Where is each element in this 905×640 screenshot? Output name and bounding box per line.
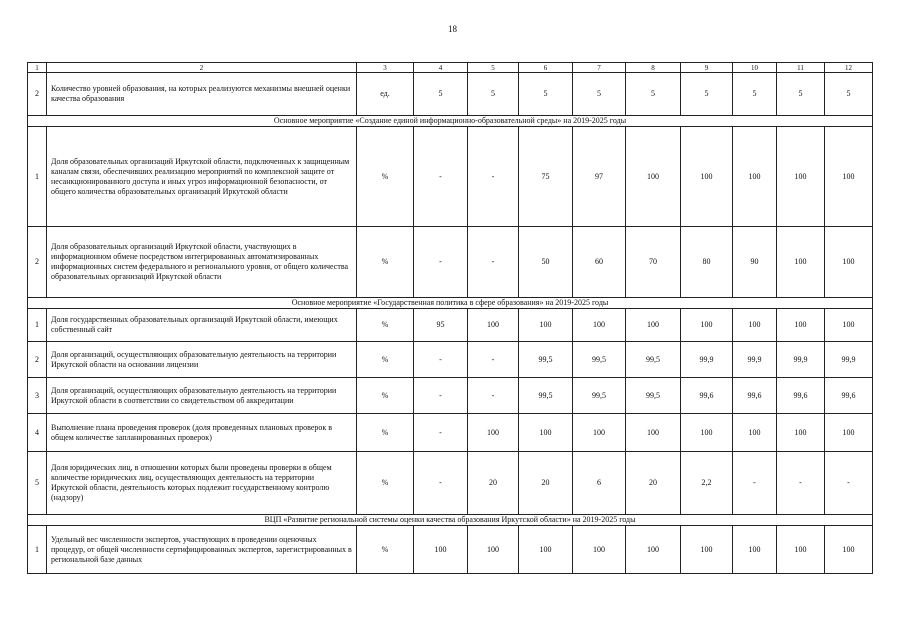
indicator-name: Доля организаций, осуществляющих образовательную деятельность на территории Иркутской области на основании лицензии bbox=[47, 342, 357, 378]
value-cell: 50 bbox=[519, 227, 573, 298]
unit-cell: % bbox=[357, 227, 414, 298]
value-cell: 100 bbox=[733, 309, 777, 342]
indicator-name: Удельный вес численности экспертов, участвующих в проведении оценочных процедур, от общей численности сертифицированных экспертов, зарегистрированных в региональной базе данных bbox=[47, 526, 357, 574]
indicator-name: Доля государственных образовательных организаций Иркутской области, имеющих собственный сайт bbox=[47, 309, 357, 342]
unit-cell: % bbox=[357, 127, 414, 227]
row-number: 1 bbox=[28, 309, 47, 342]
row-number: 3 bbox=[28, 378, 47, 414]
value-cell: 100 bbox=[626, 127, 681, 227]
table-row bbox=[28, 526, 873, 574]
value-cell: 100 bbox=[681, 127, 733, 227]
column-number-cell: 5 bbox=[468, 63, 519, 73]
value-cell: 100 bbox=[777, 526, 825, 574]
indicator-name: Выполнение плана проведения проверок (доля проведенных плановых проверок в общем количестве запланированных проверок) bbox=[47, 414, 357, 452]
value-cell: 5 bbox=[468, 73, 519, 116]
value-cell: 99,6 bbox=[733, 378, 777, 414]
value-cell: 2,2 bbox=[681, 452, 733, 515]
value-cell: 70 bbox=[626, 227, 681, 298]
value-cell: - bbox=[414, 227, 468, 298]
column-number-cell: 8 bbox=[626, 63, 681, 73]
value-cell: 99,6 bbox=[681, 378, 733, 414]
value-cell: 100 bbox=[777, 414, 825, 452]
value-cell: 99,9 bbox=[681, 342, 733, 378]
value-cell: 99,5 bbox=[519, 342, 573, 378]
section-title: ВЦП «Развитие региональной системы оценки качества образования Иркутской области» на 2019-2025 годы bbox=[28, 515, 873, 526]
value-cell: - bbox=[825, 452, 873, 515]
value-cell: 100 bbox=[468, 309, 519, 342]
value-cell: 100 bbox=[777, 309, 825, 342]
value-cell: 100 bbox=[468, 414, 519, 452]
table-row bbox=[28, 227, 873, 298]
value-cell: 99,9 bbox=[825, 342, 873, 378]
value-cell: 100 bbox=[825, 227, 873, 298]
table-row bbox=[28, 414, 873, 452]
value-cell: 100 bbox=[777, 127, 825, 227]
value-cell: 99,5 bbox=[573, 342, 626, 378]
value-cell: 100 bbox=[825, 127, 873, 227]
column-number-cell: 12 bbox=[825, 63, 873, 73]
column-number-cell: 3 bbox=[357, 63, 414, 73]
section-title: Основное мероприятие «Создание единой информационно-образовательной среды» на 2019-2025 годы bbox=[28, 116, 873, 127]
page-number: 18 bbox=[448, 24, 457, 34]
value-cell: 20 bbox=[519, 452, 573, 515]
row-number: 1 bbox=[28, 127, 47, 227]
unit-cell: % bbox=[357, 378, 414, 414]
section-row bbox=[28, 116, 873, 127]
value-cell: - bbox=[414, 342, 468, 378]
value-cell: 100 bbox=[573, 526, 626, 574]
value-cell: - bbox=[414, 127, 468, 227]
row-number: 5 bbox=[28, 452, 47, 515]
table-row bbox=[28, 342, 873, 378]
value-cell: 100 bbox=[733, 526, 777, 574]
column-number-cell: 11 bbox=[777, 63, 825, 73]
value-cell: 95 bbox=[414, 309, 468, 342]
unit-cell: % bbox=[357, 414, 414, 452]
value-cell: 100 bbox=[414, 526, 468, 574]
value-cell: 99,5 bbox=[626, 378, 681, 414]
value-cell: - bbox=[468, 227, 519, 298]
value-cell: 100 bbox=[519, 414, 573, 452]
value-cell: 100 bbox=[468, 526, 519, 574]
value-cell: 99,6 bbox=[777, 378, 825, 414]
indicators-table bbox=[27, 62, 873, 574]
unit-cell: % bbox=[357, 526, 414, 574]
value-cell: 20 bbox=[468, 452, 519, 515]
section-title: Основное мероприятие «Государственная политика в сфере образования» на 2019-2025 годы bbox=[28, 298, 873, 309]
unit-cell: % bbox=[357, 452, 414, 515]
table-row bbox=[28, 127, 873, 227]
value-cell: 5 bbox=[626, 73, 681, 116]
column-number-cell: 4 bbox=[414, 63, 468, 73]
value-cell: 100 bbox=[519, 526, 573, 574]
value-cell: 100 bbox=[681, 526, 733, 574]
value-cell: 5 bbox=[825, 73, 873, 116]
unit-cell: % bbox=[357, 309, 414, 342]
value-cell: - bbox=[414, 452, 468, 515]
unit-cell: % bbox=[357, 342, 414, 378]
value-cell: 5 bbox=[414, 73, 468, 116]
value-cell: 100 bbox=[681, 414, 733, 452]
value-cell: 6 bbox=[573, 452, 626, 515]
value-cell: 90 bbox=[733, 227, 777, 298]
column-number-cell: 1 bbox=[28, 63, 47, 73]
value-cell: 100 bbox=[626, 526, 681, 574]
table-row bbox=[28, 73, 873, 116]
value-cell: - bbox=[468, 342, 519, 378]
value-cell: 5 bbox=[681, 73, 733, 116]
value-cell: 100 bbox=[825, 526, 873, 574]
indicator-name: Доля образовательных организаций Иркутской области, подключенных к защищенным каналам связи, обеспечивших реализацию мероприятий по комплексной защите от несанкционированного доступа и иных угроз информационной безопасности, от общего количества образовательных организаций Иркутской области bbox=[47, 127, 357, 227]
section-row bbox=[28, 515, 873, 526]
value-cell: 5 bbox=[777, 73, 825, 116]
value-cell: 99,5 bbox=[519, 378, 573, 414]
value-cell: 100 bbox=[733, 414, 777, 452]
column-number-cell: 6 bbox=[519, 63, 573, 73]
value-cell: 100 bbox=[626, 309, 681, 342]
value-cell: - bbox=[733, 452, 777, 515]
row-number: 2 bbox=[28, 342, 47, 378]
column-number-cell: 2 bbox=[47, 63, 357, 73]
value-cell: 100 bbox=[681, 309, 733, 342]
table-row bbox=[28, 452, 873, 515]
indicator-name: Доля юридических лиц, в отношении которых были проведены проверки в общем количестве юридических лиц, осуществляющих деятельность на территории Иркутской области, деятельность которых подлежит государственному контролю (надзору) bbox=[47, 452, 357, 515]
value-cell: - bbox=[468, 378, 519, 414]
value-cell: 100 bbox=[573, 414, 626, 452]
row-number: 2 bbox=[28, 73, 47, 116]
indicator-name: Количество уровней образования, на которых реализуются механизмы внешней оценки качества образования bbox=[47, 73, 357, 116]
value-cell: 75 bbox=[519, 127, 573, 227]
value-cell: 99,9 bbox=[777, 342, 825, 378]
column-number-cell: 9 bbox=[681, 63, 733, 73]
value-cell: 5 bbox=[733, 73, 777, 116]
value-cell: 100 bbox=[825, 414, 873, 452]
value-cell: - bbox=[414, 414, 468, 452]
value-cell: 97 bbox=[573, 127, 626, 227]
column-number-cell: 10 bbox=[733, 63, 777, 73]
row-number: 2 bbox=[28, 227, 47, 298]
table-row bbox=[28, 309, 873, 342]
value-cell: - bbox=[777, 452, 825, 515]
value-cell: 99,9 bbox=[733, 342, 777, 378]
value-cell: 80 bbox=[681, 227, 733, 298]
column-number-cell: 7 bbox=[573, 63, 626, 73]
value-cell: 100 bbox=[519, 309, 573, 342]
value-cell: - bbox=[414, 378, 468, 414]
value-cell: 20 bbox=[626, 452, 681, 515]
indicator-name: Доля образовательных организаций Иркутской области, участвующих в информационном обмене посредством интегрированных автоматизированных информационных систем федерального и регионального уровня, от общего количества образовательных организаций Иркутской области bbox=[47, 227, 357, 298]
value-cell: 99,5 bbox=[573, 378, 626, 414]
value-cell: 100 bbox=[777, 227, 825, 298]
value-cell: 99,6 bbox=[825, 378, 873, 414]
value-cell: 100 bbox=[825, 309, 873, 342]
table-row bbox=[28, 378, 873, 414]
value-cell: 5 bbox=[519, 73, 573, 116]
row-number: 4 bbox=[28, 414, 47, 452]
unit-cell: ед. bbox=[357, 73, 414, 116]
value-cell: 100 bbox=[573, 309, 626, 342]
value-cell: 99,5 bbox=[626, 342, 681, 378]
value-cell: - bbox=[468, 127, 519, 227]
value-cell: 60 bbox=[573, 227, 626, 298]
row-number: 1 bbox=[28, 526, 47, 574]
value-cell: 5 bbox=[573, 73, 626, 116]
indicator-name: Доля организаций, осуществляющих образовательную деятельность на территории Иркутской области в соответствии со свидетельством об аккредитации bbox=[47, 378, 357, 414]
value-cell: 100 bbox=[626, 414, 681, 452]
section-row bbox=[28, 298, 873, 309]
value-cell: 100 bbox=[733, 127, 777, 227]
header-row bbox=[28, 63, 873, 73]
